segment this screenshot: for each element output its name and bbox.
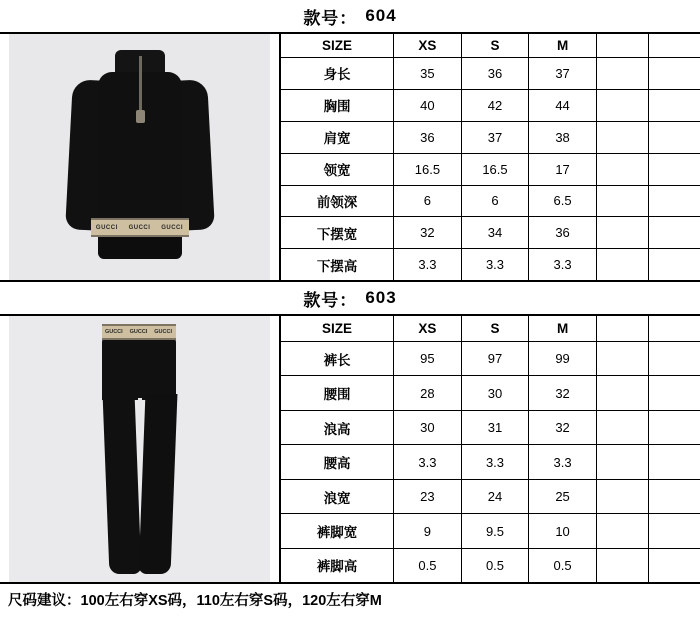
column-header-s: S — [461, 34, 529, 58]
measure-value-xs: 6 — [394, 185, 462, 217]
column-header-empty-1 — [596, 316, 648, 341]
measure-value-m: 99 — [529, 341, 597, 375]
measure-value-empty-2 — [648, 121, 700, 153]
column-header-empty-2 — [648, 316, 700, 341]
measure-value-empty-2 — [648, 445, 700, 479]
measure-label: 腰高 — [281, 445, 394, 479]
measure-value-empty-1 — [596, 548, 648, 582]
measure-value-m: 25 — [529, 479, 597, 513]
measure-label: 下摆宽 — [281, 217, 394, 249]
measure-value-empty-1 — [596, 479, 648, 513]
measure-value-empty-2 — [648, 58, 700, 90]
measure-label: 身长 — [281, 58, 394, 90]
table-row — [281, 376, 700, 410]
measure-label: 裤脚宽 — [281, 514, 394, 548]
leg-right-shape — [138, 394, 177, 574]
measure-value-s: 31 — [461, 410, 529, 444]
measure-value-empty-2 — [648, 410, 700, 444]
measure-value-empty-1 — [596, 514, 648, 548]
measure-value-m: 3.3 — [529, 445, 597, 479]
garment-illustration-top — [65, 50, 215, 265]
table-row — [281, 479, 700, 513]
measure-label: 领宽 — [281, 153, 394, 185]
measure-label: 浪宽 — [281, 479, 394, 513]
measure-value-s: 30 — [461, 376, 529, 410]
measure-value-empty-2 — [648, 548, 700, 582]
table-row — [281, 153, 700, 185]
measure-value-s: 37 — [461, 121, 529, 153]
measure-value-xs: 40 — [394, 89, 462, 121]
size-table-603 — [281, 316, 700, 582]
table-header-row — [281, 316, 700, 341]
measure-label: 浪高 — [281, 410, 394, 444]
measure-value-xs: 16.5 — [394, 153, 462, 185]
measure-value-s: 42 — [461, 89, 529, 121]
measure-value-empty-1 — [596, 185, 648, 217]
table-row — [281, 445, 700, 479]
measure-value-s: 16.5 — [461, 153, 529, 185]
brand-tape-text: GUCCI — [104, 329, 123, 335]
crotch-gap-shape — [138, 398, 142, 432]
style-number-value-1: 604 — [365, 6, 397, 25]
measure-value-m: 6.5 — [529, 185, 597, 217]
style-number-label-1: 款号： — [303, 8, 358, 28]
brand-tape-text: GUCCI — [129, 329, 148, 335]
measure-label: 肩宽 — [281, 121, 394, 153]
table-row — [281, 185, 700, 217]
table-row — [281, 514, 700, 548]
measure-value-xs: 9 — [394, 514, 462, 548]
table-row — [281, 341, 700, 375]
measure-value-s: 3.3 — [461, 249, 529, 280]
brand-tape-text: GUCCI — [128, 224, 151, 231]
measure-value-m: 17 — [529, 153, 597, 185]
measure-value-empty-1 — [596, 153, 648, 185]
measure-label: 下摆高 — [281, 249, 394, 280]
measure-value-empty-1 — [596, 249, 648, 280]
measure-value-m: 0.5 — [529, 548, 597, 582]
table-row — [281, 249, 700, 280]
column-header-s: S — [461, 316, 529, 341]
measure-label: 前领深 — [281, 185, 394, 217]
measure-value-xs: 30 — [394, 410, 462, 444]
measure-value-m: 44 — [529, 89, 597, 121]
section-title-604 — [0, 0, 700, 32]
measure-label: 裤脚高 — [281, 548, 394, 582]
product-block-604 — [0, 32, 700, 282]
measure-value-xs: 23 — [394, 479, 462, 513]
table-row — [281, 217, 700, 249]
table-row — [281, 548, 700, 582]
column-header-m: M — [529, 34, 597, 58]
measure-value-m: 37 — [529, 58, 597, 90]
brand-tape-top — [91, 218, 189, 237]
measure-label: 裤长 — [281, 341, 394, 375]
measure-label: 腰围 — [281, 376, 394, 410]
measure-value-xs: 32 — [394, 217, 462, 249]
style-number-label-2: 款号： — [303, 290, 358, 310]
measure-value-m: 36 — [529, 217, 597, 249]
measure-value-empty-2 — [648, 341, 700, 375]
measure-value-empty-1 — [596, 217, 648, 249]
column-header-m: M — [529, 316, 597, 341]
zipper-pull-shape — [136, 110, 145, 123]
measure-value-xs: 35 — [394, 58, 462, 90]
measure-value-empty-2 — [648, 217, 700, 249]
black-zip-cropped-top-photo — [9, 34, 270, 280]
measure-value-xs: 3.3 — [394, 445, 462, 479]
column-header-size: SIZE — [281, 34, 394, 58]
hem-shape — [98, 237, 182, 259]
leg-left-shape — [102, 394, 141, 574]
measure-value-s: 6 — [461, 185, 529, 217]
measure-value-s: 36 — [461, 58, 529, 90]
measure-value-xs: 28 — [394, 376, 462, 410]
hip-shape — [102, 338, 176, 400]
measure-value-empty-2 — [648, 376, 700, 410]
measure-value-empty-1 — [596, 376, 648, 410]
measure-value-m: 3.3 — [529, 249, 597, 280]
measure-value-empty-2 — [648, 185, 700, 217]
brand-tape-waistband — [102, 324, 176, 340]
column-header-empty-1 — [596, 34, 648, 58]
measure-value-xs: 36 — [394, 121, 462, 153]
size-table-cell-603 — [281, 316, 700, 582]
measure-value-empty-1 — [596, 89, 648, 121]
measure-value-s: 24 — [461, 479, 529, 513]
measure-value-s: 34 — [461, 217, 529, 249]
measure-value-empty-1 — [596, 341, 648, 375]
zipper-shape — [139, 56, 142, 112]
column-header-xs: XS — [394, 34, 462, 58]
measure-value-xs: 3.3 — [394, 249, 462, 280]
measure-value-m: 38 — [529, 121, 597, 153]
garment-illustration-pants — [80, 324, 200, 576]
measure-value-empty-1 — [596, 121, 648, 153]
column-header-empty-2 — [648, 34, 700, 58]
measure-value-empty-2 — [648, 249, 700, 280]
column-header-xs: XS — [394, 316, 462, 341]
measure-value-s: 0.5 — [461, 548, 529, 582]
measure-value-s: 3.3 — [461, 445, 529, 479]
measure-value-empty-1 — [596, 58, 648, 90]
product-photo-cell-603 — [0, 316, 281, 582]
black-track-pants-photo — [9, 316, 270, 582]
measure-value-empty-1 — [596, 445, 648, 479]
style-number-value-2: 603 — [365, 288, 397, 307]
measure-value-empty-2 — [648, 479, 700, 513]
table-row — [281, 89, 700, 121]
table-row — [281, 121, 700, 153]
measure-value-xs: 0.5 — [394, 548, 462, 582]
column-header-size: SIZE — [281, 316, 394, 341]
measure-value-m: 10 — [529, 514, 597, 548]
brand-tape-text: GUCCI — [95, 224, 118, 231]
measure-value-empty-2 — [648, 153, 700, 185]
table-header-row — [281, 34, 700, 58]
measure-value-empty-2 — [648, 89, 700, 121]
measure-value-empty-2 — [648, 514, 700, 548]
measure-label: 胸围 — [281, 89, 394, 121]
measure-value-empty-1 — [596, 410, 648, 444]
product-block-603 — [0, 314, 700, 584]
table-row — [281, 58, 700, 90]
measure-value-m: 32 — [529, 410, 597, 444]
measure-value-s: 9.5 — [461, 514, 529, 548]
brand-tape-text: GUCCI — [161, 224, 184, 231]
section-title-603 — [0, 282, 700, 314]
size-table-604 — [281, 34, 700, 280]
product-photo-cell-604 — [0, 34, 281, 280]
table-row — [281, 410, 700, 444]
brand-tape-text: GUCCI — [154, 329, 172, 335]
size-recommendation-note: 尺码建议：100左右穿XS码，110左右穿S码，120左右穿M — [8, 592, 382, 609]
measure-value-m: 32 — [529, 376, 597, 410]
measure-value-xs: 95 — [394, 341, 462, 375]
measure-value-s: 97 — [461, 341, 529, 375]
size-table-cell-604 — [281, 34, 700, 280]
